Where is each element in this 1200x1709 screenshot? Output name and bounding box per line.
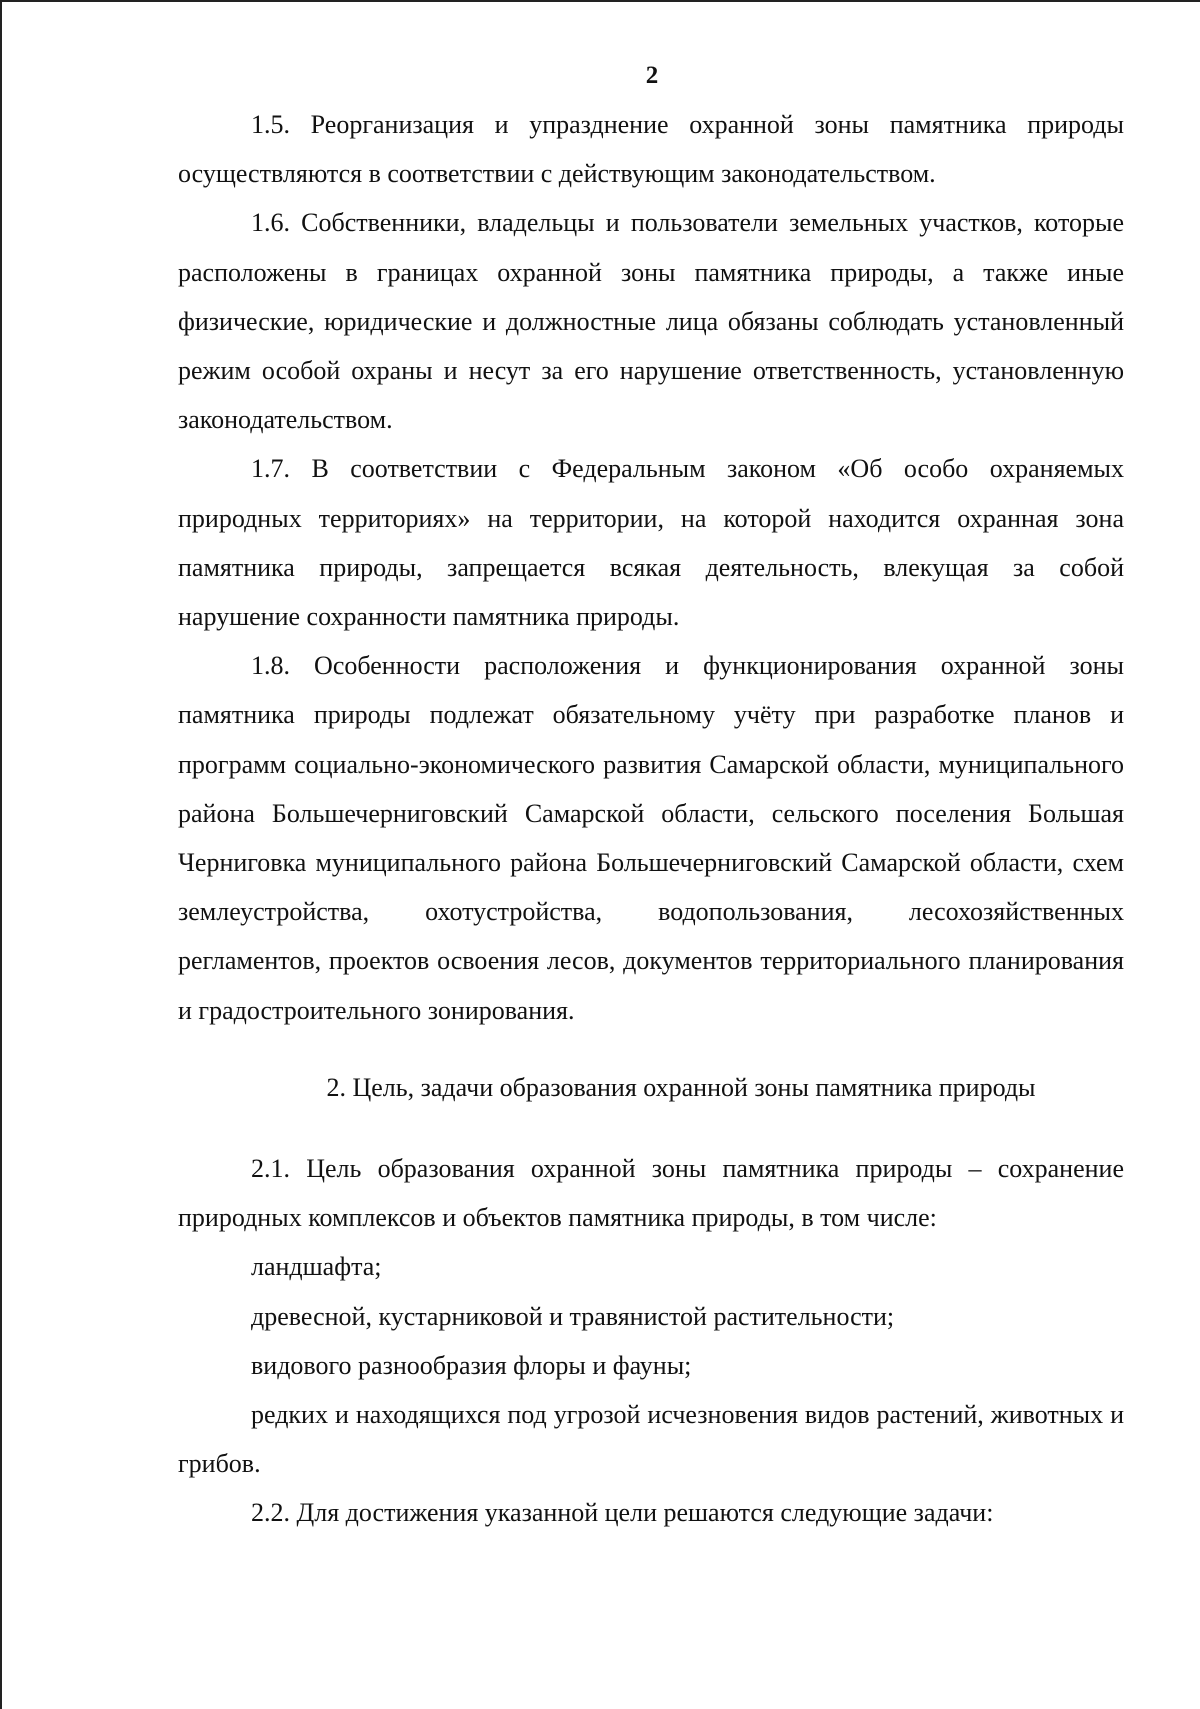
paragraph-2-2: 2.2. Для достижения указанной цели решаются следующие задачи:: [251, 1498, 994, 1528]
list-item: ландшафта;: [251, 1252, 382, 1282]
list-item: редких и находящихся под угрозой исчезновения видов растений, животных и грибов.: [178, 1400, 1124, 1479]
page-number: 2: [645, 62, 659, 89]
list-item: видового разнообразия флоры и фауны;: [251, 1350, 692, 1380]
paragraph-1-7: 1.7. В соответствии с Федеральным законом «Об особо охраняемых природных территориях» на территории, на которой находится охранная зона памятника природы, запрещается всякая деятельность, влекущая за собой нарушение сохранности памятника природы.: [178, 454, 1124, 632]
paragraph-2-1: 2.1. Цель образования охранной зоны памятника природы – сохранение природных комплексов и объектов памятника природы, в том числе:: [178, 1154, 1124, 1233]
paragraph-1-6: 1.6. Собственники, владельцы и пользователи земельных участков, которые расположены в границах охранной зоны памятника природы, а также иные физические, юридические и должностные лица обязаны соблюдать установленный режим особой охраны и несут за его нарушение ответственность, установленную законодательством.: [178, 208, 1124, 435]
paragraph-1-5: 1.5. Реорганизация и упразднение охранной зоны памятника природы осуществляются в соответствии с действующим законодательством.: [178, 110, 1124, 189]
paragraph-1-8: 1.8. Особенности расположения и функционирования охранной зоны памятника природы подлежат обязательному учёту при разработке планов и программ социально-экономического развития Самарской области, муниципального района Большечерниговский Самарской области, сельского поселения Большая Черниговка муниципального района Большечерниговский Самарской области, схем землеустройства, охотустройства, водопользования, лесохозяйственных регламентов, проектов освоения лесов, документов территориального планирования и градостроительного зонирования.: [178, 651, 1124, 1025]
document-body: [178, 100, 1124, 1538]
section-heading: 2. Цель, задачи образования охранной зоны памятника природы: [326, 1072, 1036, 1102]
list-item: древесной, кустарниковой и травянистой растительности;: [251, 1301, 895, 1331]
